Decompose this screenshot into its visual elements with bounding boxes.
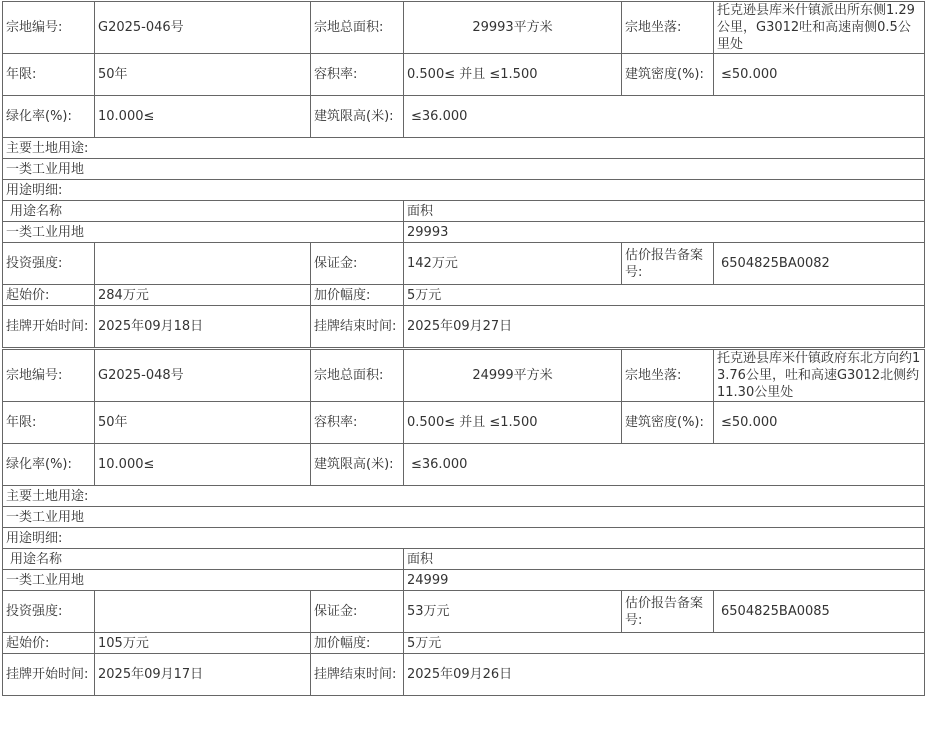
table-row bbox=[3, 180, 925, 201]
density-value: ≤50.000 bbox=[714, 402, 925, 444]
use-name-header: 用途名称 bbox=[3, 201, 404, 222]
table-row bbox=[3, 402, 925, 444]
table-row bbox=[3, 350, 925, 402]
parcel-table bbox=[2, 1, 925, 348]
table-row bbox=[3, 285, 925, 306]
list-end-value: 2025年09月26日 bbox=[404, 654, 925, 696]
parcel-no-label: 宗地编号: bbox=[3, 350, 95, 402]
table-row bbox=[3, 2, 925, 54]
main-use-value: 一类工业用地 bbox=[3, 507, 925, 528]
green-value: 10.000≤ bbox=[95, 444, 311, 486]
table-row bbox=[3, 549, 925, 570]
increment-label: 加价幅度: bbox=[311, 285, 404, 306]
table-row bbox=[3, 54, 925, 96]
height-label: 建筑限高(米): bbox=[311, 96, 404, 138]
use-name-value: 一类工业用地 bbox=[3, 222, 404, 243]
parcel-no-label: 宗地编号: bbox=[3, 2, 95, 54]
location-label: 宗地坐落: bbox=[622, 350, 714, 402]
far-label: 容积率: bbox=[311, 54, 404, 96]
table-row bbox=[3, 507, 925, 528]
green-label: 绿化率(%): bbox=[3, 96, 95, 138]
table-row bbox=[3, 528, 925, 549]
main-use-label: 主要土地用途: bbox=[3, 486, 925, 507]
total-area-value: 29993平方米 bbox=[404, 2, 622, 54]
list-end-label: 挂牌结束时间: bbox=[311, 306, 404, 348]
table-row bbox=[3, 306, 925, 348]
appraisal-label: 估价报告备案号: bbox=[622, 591, 714, 633]
parcel-no-value: G2025-048号 bbox=[95, 350, 311, 402]
density-label: 建筑密度(%): bbox=[622, 402, 714, 444]
density-value: ≤50.000 bbox=[714, 54, 925, 96]
table-row bbox=[3, 654, 925, 696]
invest-value bbox=[95, 591, 311, 633]
location-value: 托克逊县库米什镇政府东北方向约13.76公里，吐和高速G3012北侧约11.30公里处 bbox=[714, 350, 925, 402]
green-value: 10.000≤ bbox=[95, 96, 311, 138]
deposit-value: 53万元 bbox=[404, 591, 622, 633]
term-value: 50年 bbox=[95, 402, 311, 444]
table-row bbox=[3, 159, 925, 180]
total-area-label: 宗地总面积: bbox=[311, 350, 404, 402]
height-value: ≤36.000 bbox=[404, 444, 925, 486]
deposit-value: 142万元 bbox=[404, 243, 622, 285]
invest-label: 投资强度: bbox=[3, 243, 95, 285]
location-value: 托克逊县库米什镇派出所东侧1.29公里，G3012吐和高速南侧0.5公里处 bbox=[714, 2, 925, 54]
appraisal-label: 估价报告备案号: bbox=[622, 243, 714, 285]
list-start-value: 2025年09月18日 bbox=[95, 306, 311, 348]
list-start-label: 挂牌开始时间: bbox=[3, 654, 95, 696]
main-use-label: 主要土地用途: bbox=[3, 138, 925, 159]
deposit-label: 保证金: bbox=[311, 591, 404, 633]
use-detail-label: 用途明细: bbox=[3, 180, 925, 201]
list-start-value: 2025年09月17日 bbox=[95, 654, 311, 696]
increment-label: 加价幅度: bbox=[311, 633, 404, 654]
start-price-label: 起始价: bbox=[3, 285, 95, 306]
table-row bbox=[3, 486, 925, 507]
table-row bbox=[3, 444, 925, 486]
table-row bbox=[3, 591, 925, 633]
total-area-value: 24999平方米 bbox=[404, 350, 622, 402]
list-end-value: 2025年09月27日 bbox=[404, 306, 925, 348]
appraisal-value: 6504825BA0082 bbox=[714, 243, 925, 285]
increment-value: 5万元 bbox=[404, 285, 925, 306]
list-start-label: 挂牌开始时间: bbox=[3, 306, 95, 348]
use-area-header: 面积 bbox=[404, 549, 925, 570]
table-row bbox=[3, 243, 925, 285]
increment-value: 5万元 bbox=[404, 633, 925, 654]
table-row bbox=[3, 201, 925, 222]
start-price-value: 105万元 bbox=[95, 633, 311, 654]
table-row bbox=[3, 570, 925, 591]
density-label: 建筑密度(%): bbox=[622, 54, 714, 96]
use-area-value: 29993 bbox=[404, 222, 925, 243]
term-label: 年限: bbox=[3, 402, 95, 444]
location-label: 宗地坐落: bbox=[622, 2, 714, 54]
height-value: ≤36.000 bbox=[404, 96, 925, 138]
deposit-label: 保证金: bbox=[311, 243, 404, 285]
start-price-value: 284万元 bbox=[95, 285, 311, 306]
use-name-header: 用途名称 bbox=[3, 549, 404, 570]
main-use-value: 一类工业用地 bbox=[3, 159, 925, 180]
list-end-label: 挂牌结束时间: bbox=[311, 654, 404, 696]
invest-label: 投资强度: bbox=[3, 591, 95, 633]
table-row bbox=[3, 96, 925, 138]
far-value: 0.500≤ 并且 ≤1.500 bbox=[404, 54, 622, 96]
far-label: 容积率: bbox=[311, 402, 404, 444]
green-label: 绿化率(%): bbox=[3, 444, 95, 486]
parcel-no-value: G2025-046号 bbox=[95, 2, 311, 54]
table-row bbox=[3, 138, 925, 159]
term-label: 年限: bbox=[3, 54, 95, 96]
use-area-value: 24999 bbox=[404, 570, 925, 591]
table-row bbox=[3, 222, 925, 243]
table-row bbox=[3, 633, 925, 654]
height-label: 建筑限高(米): bbox=[311, 444, 404, 486]
use-detail-label: 用途明细: bbox=[3, 528, 925, 549]
invest-value bbox=[95, 243, 311, 285]
start-price-label: 起始价: bbox=[3, 633, 95, 654]
use-name-value: 一类工业用地 bbox=[3, 570, 404, 591]
far-value: 0.500≤ 并且 ≤1.500 bbox=[404, 402, 622, 444]
term-value: 50年 bbox=[95, 54, 311, 96]
appraisal-value: 6504825BA0085 bbox=[714, 591, 925, 633]
parcel-table bbox=[2, 349, 925, 696]
use-area-header: 面积 bbox=[404, 201, 925, 222]
total-area-label: 宗地总面积: bbox=[311, 2, 404, 54]
